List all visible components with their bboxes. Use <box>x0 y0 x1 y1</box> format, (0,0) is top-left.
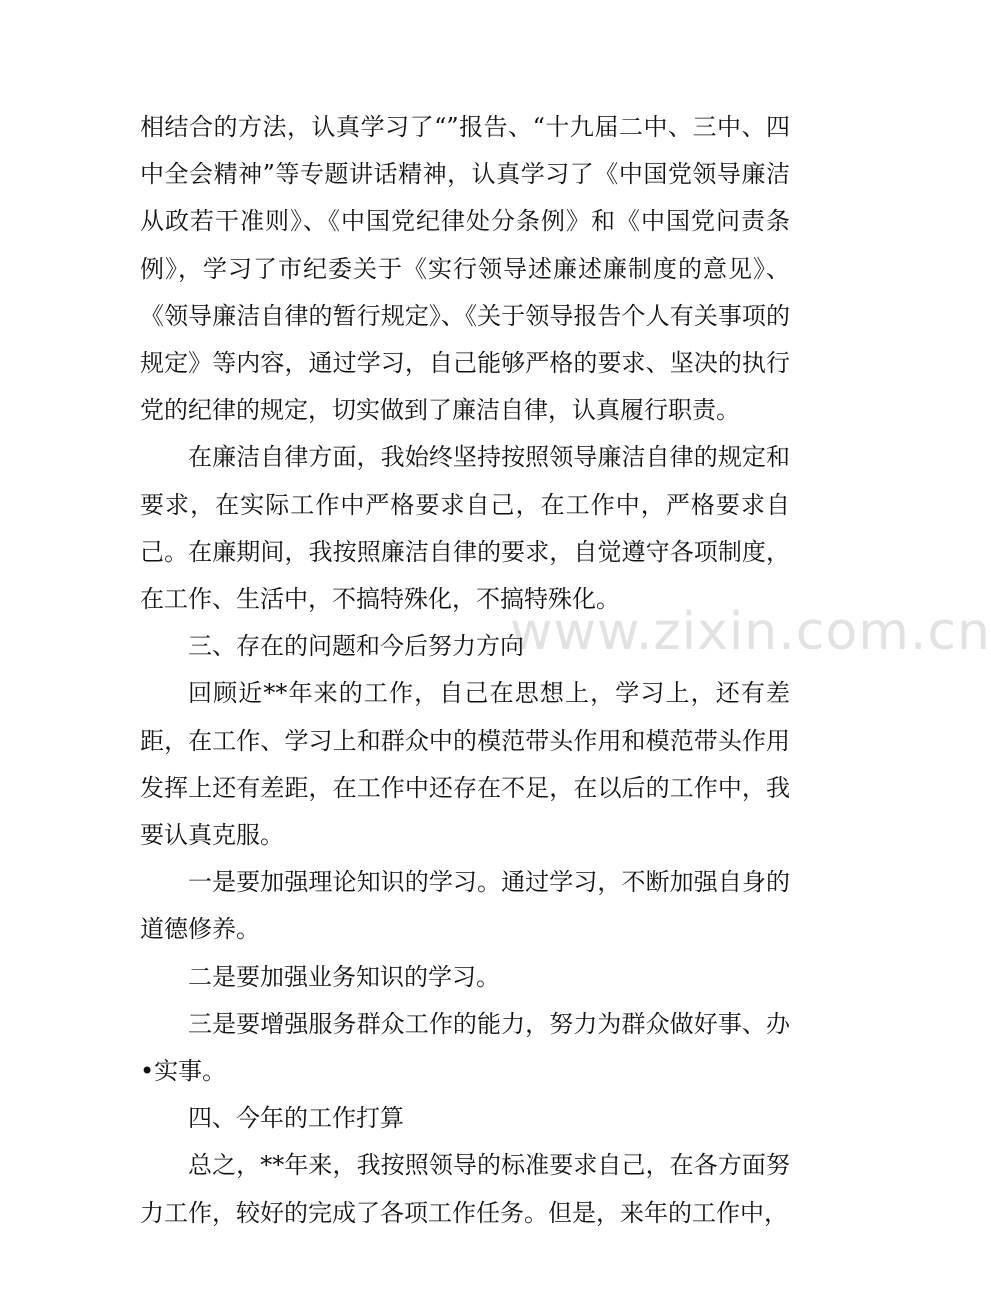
list-item-service: 三是要增强服务群众工作的能力，努力为群众做好事、办•实事。 <box>140 1009 790 1086</box>
paragraph-review: 回顾近**年来的工作，自己在思想上，学习上，还有差距，在工作、学习上和群众中的模范带头作用和模范带头作用发挥上还有差距，在工作中还存在不足，在以后的工作中，我要认真克服。 <box>140 679 790 850</box>
paragraph-study: 相结合的方法，认真学习了“”报告、“十九届二中、三中、四中全会精神”等专题讲话精神，认真学习了《中国党领导廉洁从政若干准则》、《中国党纪律处分条例》和《中国党问责条例》，学习了市纪委关于《实行领导述廉述廉制度的意见》、《领导廉洁自律的暂行规定》、《关于领导报告个人有关事项的规定》等内容，通过学习，自己能够严格的要求、坚决的执行党的纪律的规定，切实做到了廉洁自律，认真履行职责。 <box>140 113 790 425</box>
list-item-business: 二是要加强业务知识的学习。 <box>188 962 500 991</box>
document-body <box>140 104 790 1237</box>
paragraph-self-discipline: 在廉洁自律方面，我始终坚持按照领导廉洁自律的规定和要求，在实际工作中严格要求自己，在工作中，严格要求自己。在廉期间，我按照廉洁自律的要求，自觉遵守各项制度，在工作、生活中，不搞特殊化，不搞特殊化。 <box>140 443 790 614</box>
paragraph-summary: 总之，**年来，我按照领导的标准要求自己，在各方面努力工作，较好的完成了各项工作任务。但是，来年的工作中， <box>140 1151 790 1227</box>
watermark: www.zixin.com.cn <box>510 602 991 662</box>
section-heading-plan: 四、今年的工作打算 <box>188 1104 404 1133</box>
section-heading-problems: 三、存在的问题和今后努力方向 <box>188 632 524 661</box>
list-item-theory: 一是要加强理论知识的学习。通过学习，不断加强自身的道德修养。 <box>140 868 790 944</box>
